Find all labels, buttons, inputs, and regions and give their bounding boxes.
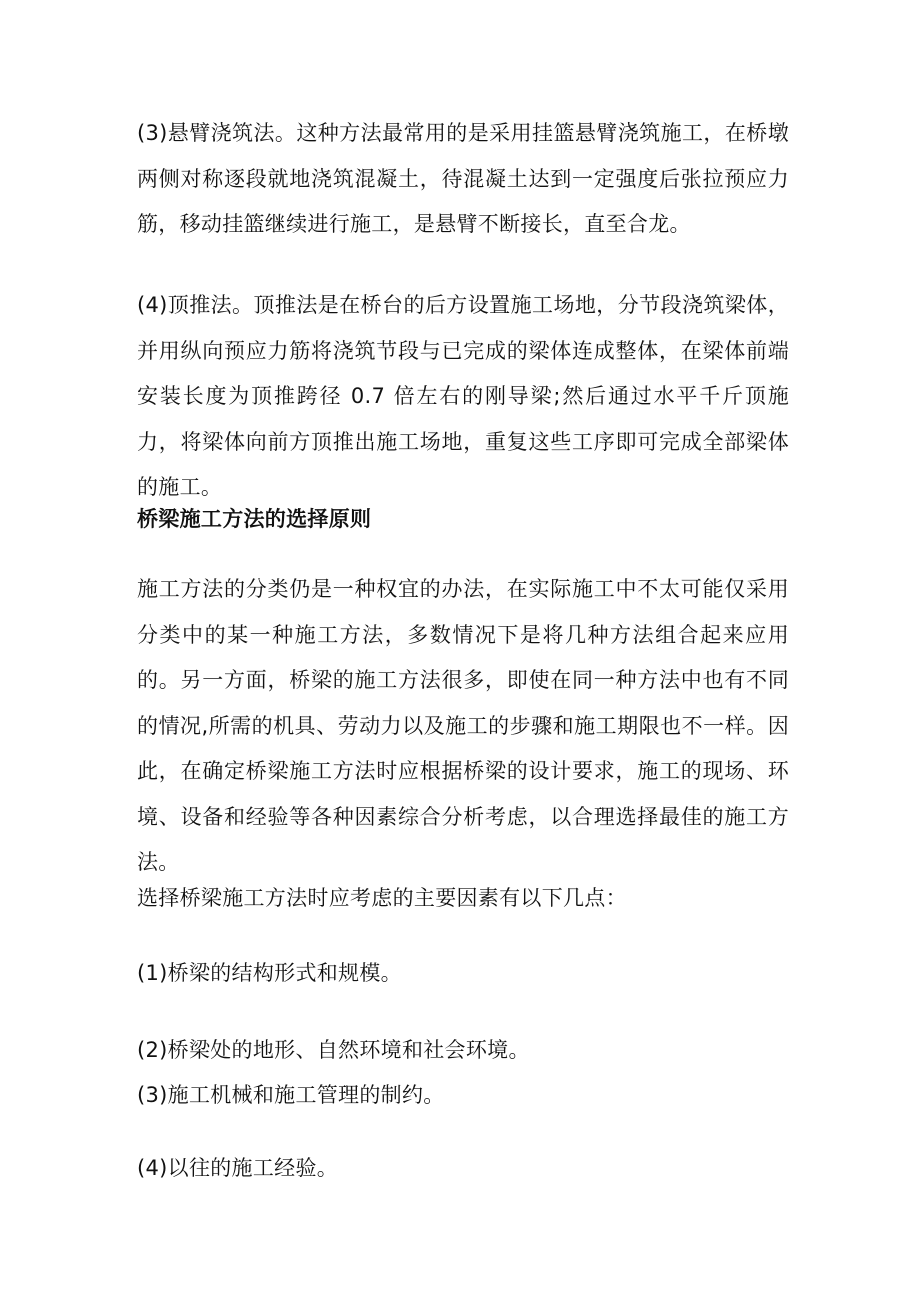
list-item-factor-1: (1)桥梁的结构形式和规模。 [137,961,402,985]
paragraph-cantilever-casting: (3)悬臂浇筑法。这种方法最常用的是采用挂篮悬臂浇筑施工，在桥墩两侧对称逐段就地浇筑混凝土，待混凝土达到一定强度后张拉预应力筋，移动挂篮继续进行施工，是悬臂不断接长，直至合龙。 [137,121,789,236]
list-item-factor-2: (2)桥梁处的地形、自然环境和社会环境。 [137,1038,530,1062]
paragraph-classification: 施工方法的分类仍是一种权宜的办法，在实际施工中不太可能仅采用分类中的某一种施工方法，多数情况下是将几种方法组合起来应用的。另一方面，桥梁的施工方法很多，即使在同一种方法中也有不同的情况,所需的机具、劳动力以及施工的步骤和施工期限也不一样。因此，在确定桥梁施工方法时应根据桥梁的设计要求，施工的现场、环境、设备和经验等各种因素综合分析考虑，以合理选择最佳的施工方法。 [137,577,789,874]
paragraph-factors-intro: 选择桥梁施工方法时应考虑的主要因素有以下几点： [137,886,627,910]
paragraph-incremental-launching: (4)顶推法。顶推法是在桥台的后方设置施工场地，分节段浇筑梁体，并用纵向预应力筋将浇筑节段与已完成的梁体连成整体，在梁体前端安装长度为顶推跨径 0.7 倍左右的刚导梁;然后通过水平千斤顶施力，将梁体向前方顶推出施工场地，重复这些工序即可完成全部梁体的施工。 [137,293,789,499]
section-heading-selection-principles: 桥梁施工方法的选择原则 [137,507,372,531]
list-item-factor-3: (3)施工机械和施工管理的制约。 [137,1083,445,1107]
list-item-factor-4: (4)以往的施工经验。 [137,1156,339,1180]
